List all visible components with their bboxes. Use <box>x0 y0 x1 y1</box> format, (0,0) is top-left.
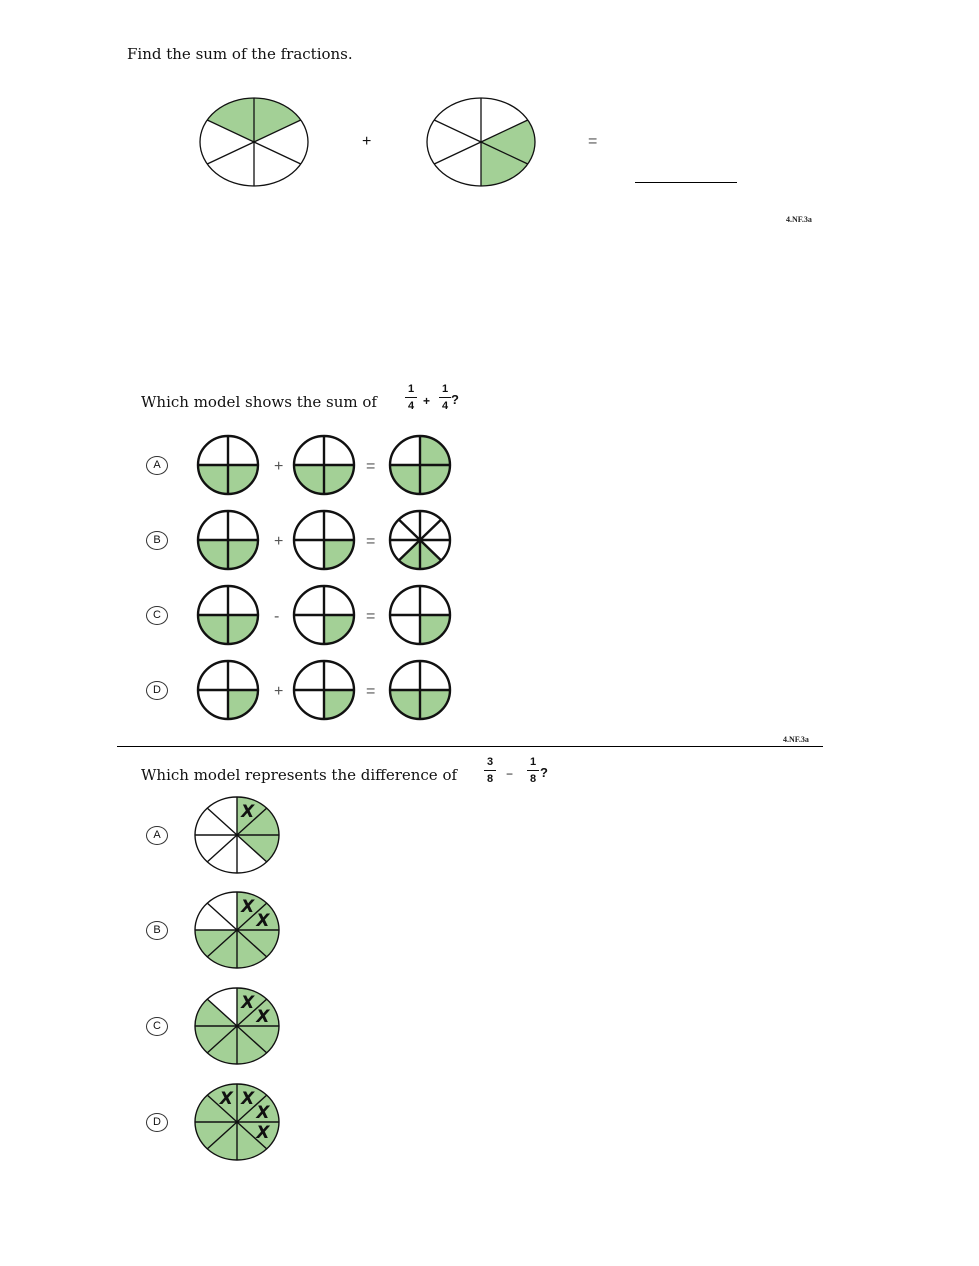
q3-option-letter[interactable]: B <box>146 921 168 940</box>
q2-frac1-denominator: 4 <box>407 400 415 412</box>
q2-option-operator: + <box>274 533 284 550</box>
q3-fraction-1 <box>483 756 497 786</box>
q2-standard-code: 4.NF.3a <box>783 735 809 744</box>
q1-plus-sign: + <box>362 133 372 150</box>
q2-option-equals: = <box>366 458 376 475</box>
x-mark-icon: X <box>241 801 255 822</box>
q1-circle-2 <box>422 95 542 191</box>
q3-question-mark: ? <box>540 765 548 780</box>
q2-option-letter[interactable]: D <box>146 681 168 700</box>
q2-option-equals: = <box>366 533 376 550</box>
q2-prompt: Which model shows the sum of <box>141 393 377 411</box>
q2-option-letter[interactable]: A <box>146 456 168 475</box>
q3-frac1-denominator: 8 <box>486 773 494 785</box>
q2-fraction-1 <box>404 383 418 413</box>
q2-option-model <box>190 505 470 575</box>
q2-option-equals: = <box>366 608 376 625</box>
q3-frac2-denominator: 8 <box>529 773 537 785</box>
q2-option-letter[interactable]: C <box>146 606 168 625</box>
q1-standard-code: 4.NF.3a <box>786 215 812 224</box>
q1-equals-sign: = <box>588 133 598 150</box>
x-mark-icon: X <box>241 992 255 1013</box>
q2-option-operator: + <box>274 458 284 475</box>
q2-option-model <box>190 655 470 725</box>
q2-question-mark: ? <box>451 392 459 407</box>
q2-fraction-2 <box>438 383 452 413</box>
q3-option-letter[interactable]: C <box>146 1017 168 1036</box>
x-mark-icon: X <box>256 1007 270 1028</box>
q2-option-model <box>190 580 470 650</box>
q2-frac1-numerator: 1 <box>407 383 415 395</box>
q2-option-model <box>190 430 470 500</box>
q3-option-letter[interactable]: D <box>146 1113 168 1132</box>
x-mark-icon: X <box>241 896 255 917</box>
q3-frac1-numerator: 3 <box>486 756 494 768</box>
q1-prompt: Find the sum of the fractions. <box>127 45 353 63</box>
q3-fraction-2 <box>526 756 540 786</box>
q3-option-model <box>188 888 288 972</box>
q2-frac2-denominator: 4 <box>441 400 449 412</box>
x-mark-icon: X <box>256 911 270 932</box>
q3-prompt: Which model represents the difference of <box>141 766 458 784</box>
x-mark-icon: X <box>256 1122 270 1143</box>
q3-minus-sign: − <box>506 767 514 781</box>
q1-answer-blank[interactable] <box>635 182 737 183</box>
x-mark-icon: X <box>241 1088 255 1109</box>
q2-plus-sign: + <box>423 394 431 408</box>
section-divider <box>117 746 823 747</box>
q2-option-operator: - <box>274 608 280 625</box>
q3-frac2-numerator: 1 <box>529 756 537 768</box>
q3-option-model <box>188 793 288 877</box>
q3-option-letter[interactable]: A <box>146 826 168 845</box>
x-mark-icon: X <box>256 1103 270 1124</box>
q1-circle-1 <box>195 95 315 191</box>
q2-frac2-numerator: 1 <box>441 383 449 395</box>
q2-option-operator: + <box>274 683 284 700</box>
q3-option-model <box>188 984 288 1068</box>
q2-option-letter[interactable]: B <box>146 531 168 550</box>
x-mark-icon: X <box>219 1088 233 1109</box>
q3-option-model <box>188 1080 288 1164</box>
q2-option-equals: = <box>366 683 376 700</box>
